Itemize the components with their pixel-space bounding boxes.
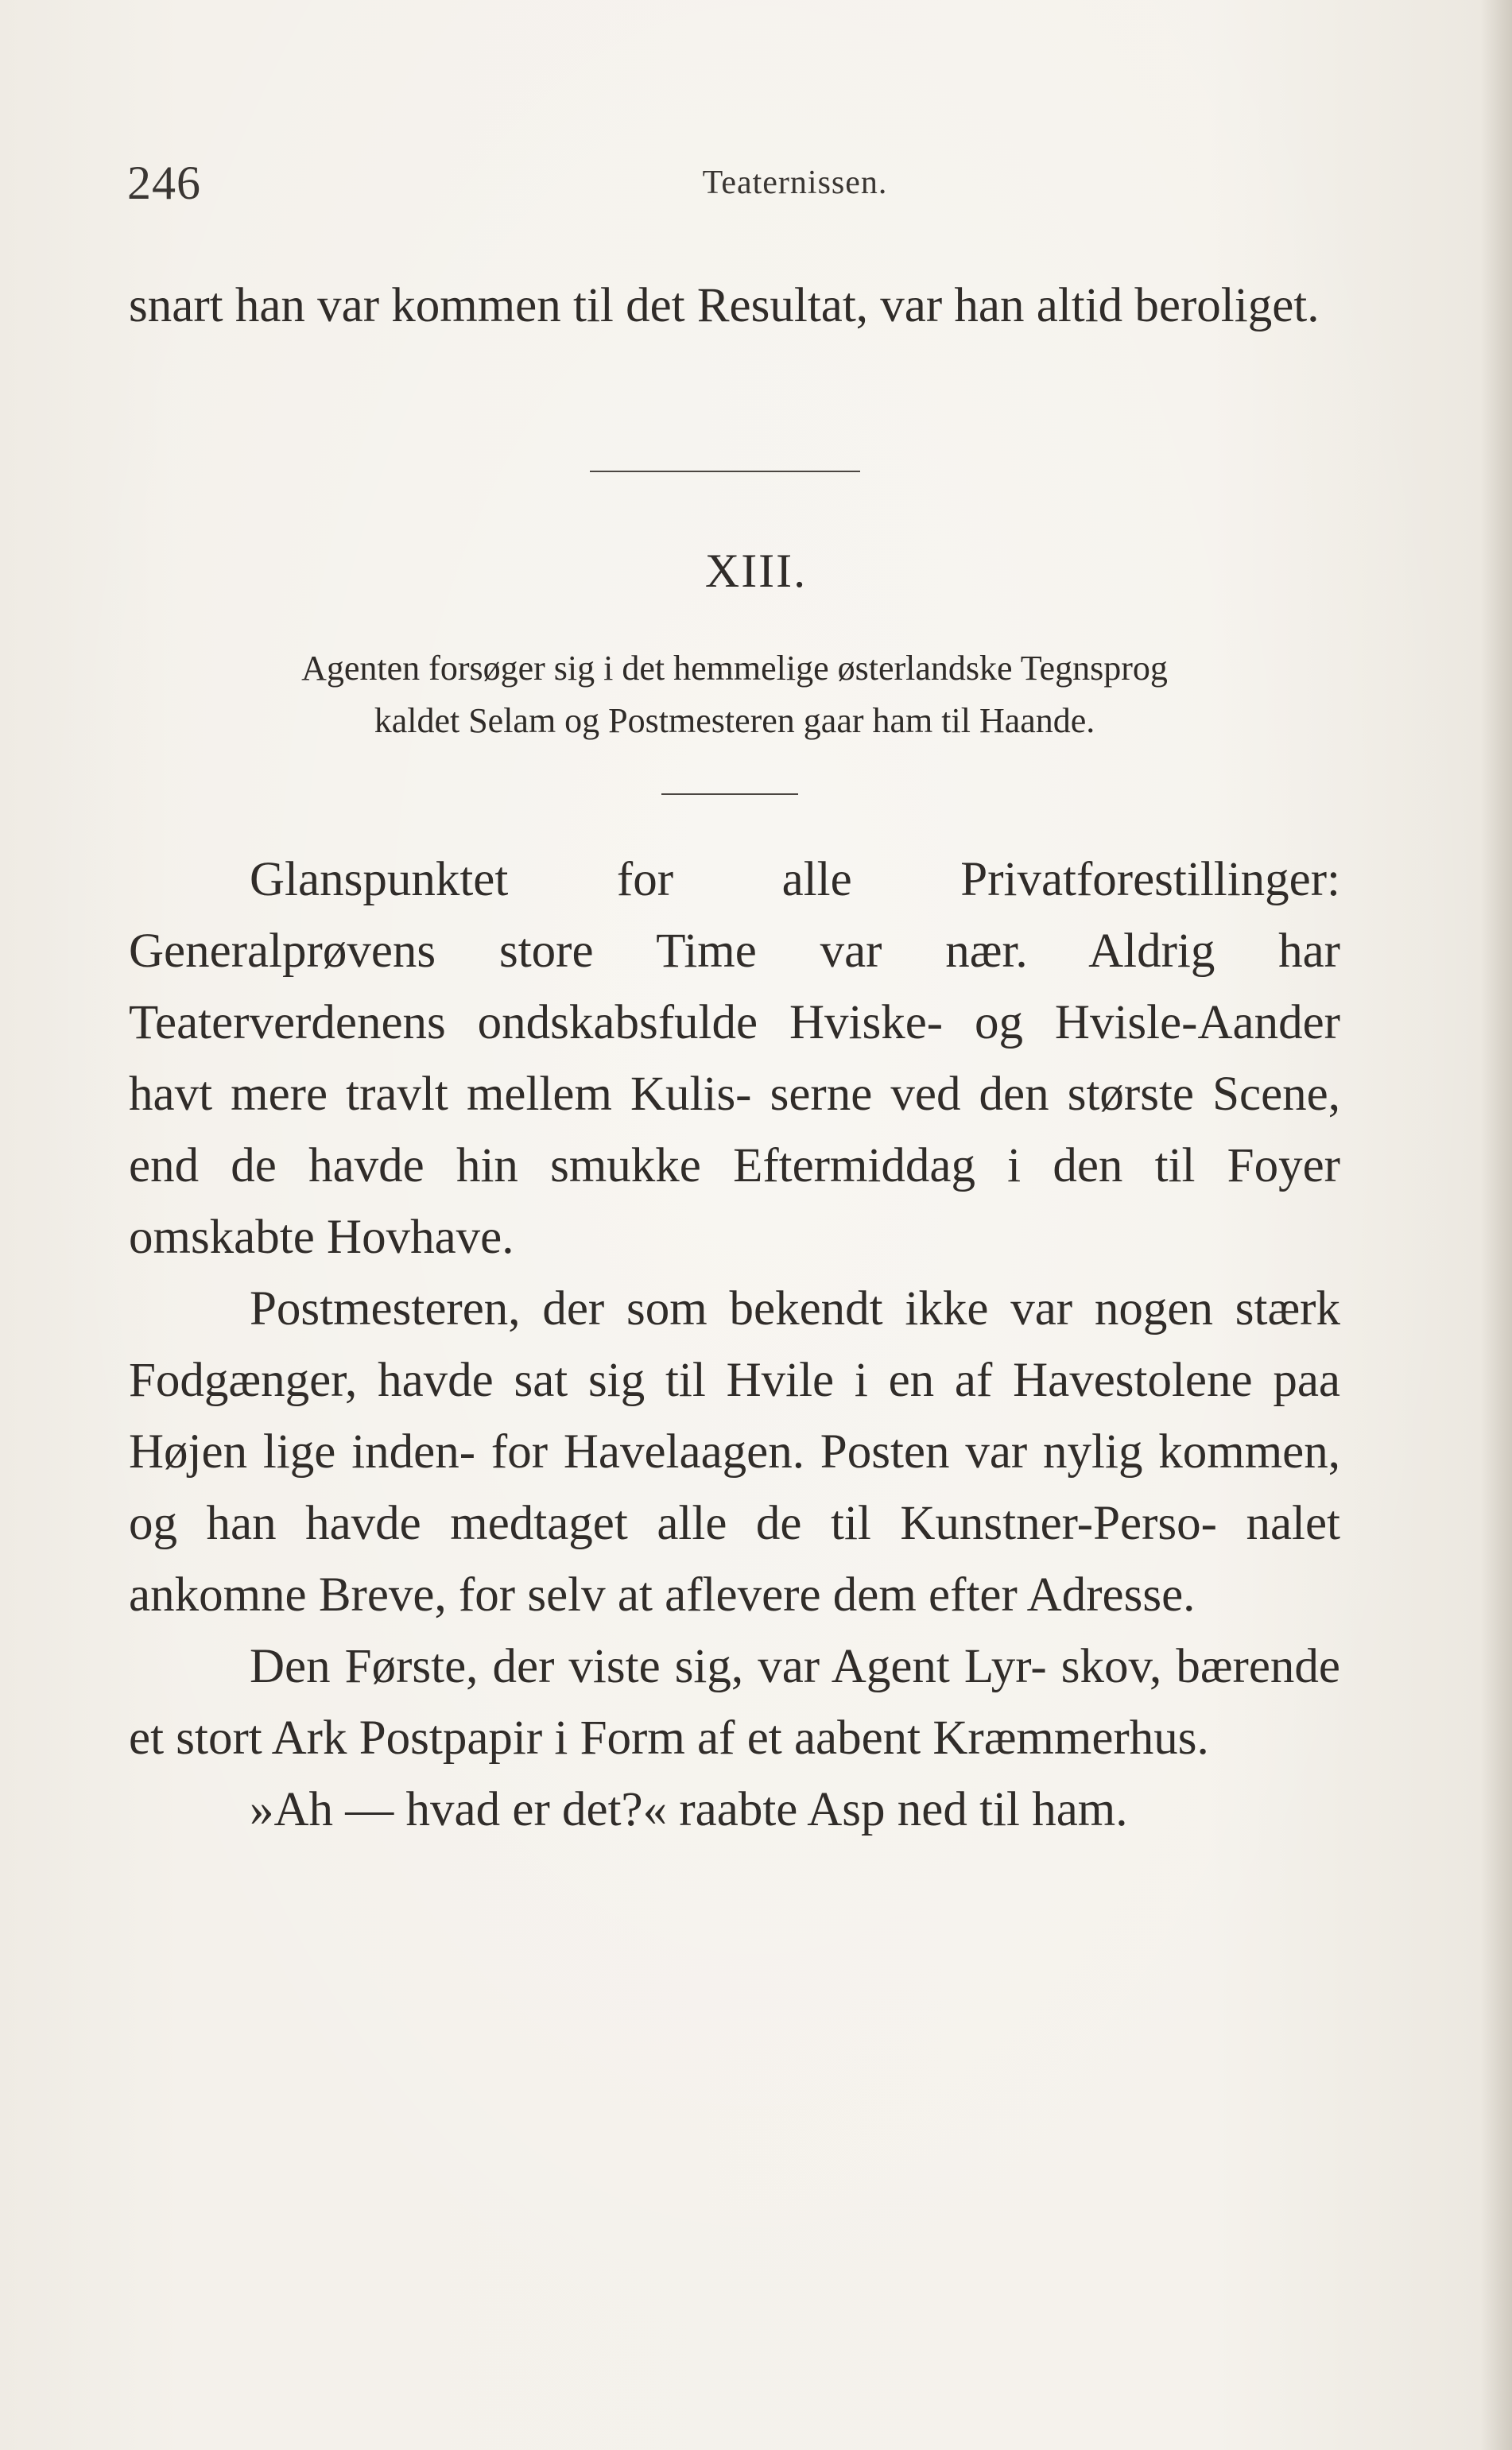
page-edge-shadow bbox=[1480, 0, 1512, 2450]
body-paragraph-3: Den Første, der viste sig, var Agent Lyr- skov, bærende et stort Ark Postpapir i Form af et aabent Kræmmerhus. bbox=[129, 1640, 1340, 1765]
body-paragraph-4: »Ah — hvad er det?« raabte Asp ned til ham. bbox=[250, 1783, 1128, 1836]
page-number: 246 bbox=[127, 157, 201, 209]
section-divider-bottom bbox=[661, 793, 798, 795]
body-text-block bbox=[129, 844, 1340, 1846]
body-paragraph-1: Glanspunktet for alle Privatforestillinger: Generalprøvens store Time var nær. Aldrig har Teaterverdenens ondskabsfulde Hviske- og Hvisle-Aander havt mere travlt mellem Kulis- serne ved den største Scene, end de havde hin smukke Eftermiddag i den til Foyer omskabte Hovhave. bbox=[129, 853, 1340, 1264]
chapter-summary-line-2: kaldet Selam og Postmesteren gaar ham til Haande. bbox=[374, 701, 1095, 740]
intro-paragraph: snart han var kommen til det Resultat, var han altid beroliget. bbox=[129, 279, 1320, 332]
body-paragraph-2: Postmesteren, der som bekendt ikke var nogen stærk Fodgænger, havde sat sig til Hvile i en af Havestolene paa Højen lige inden- for Havelaagen. Posten var nylig kommen, og han havde medtaget alle de til Kunstner-Perso- nalet ankomne Breve, for selv at aflevere dem efter Adresse. bbox=[129, 1282, 1340, 1622]
chapter-summary-line-1: Agenten forsøger sig i det hemmelige østerlandske Tegnsprog bbox=[301, 649, 1168, 688]
chapter-summary bbox=[129, 642, 1340, 747]
intro-text-block bbox=[129, 270, 1340, 342]
section-divider-top bbox=[590, 471, 860, 472]
page-header bbox=[127, 156, 1336, 219]
chapter-number: XIII. bbox=[704, 545, 808, 597]
running-title: Teaternissen. bbox=[702, 165, 888, 201]
